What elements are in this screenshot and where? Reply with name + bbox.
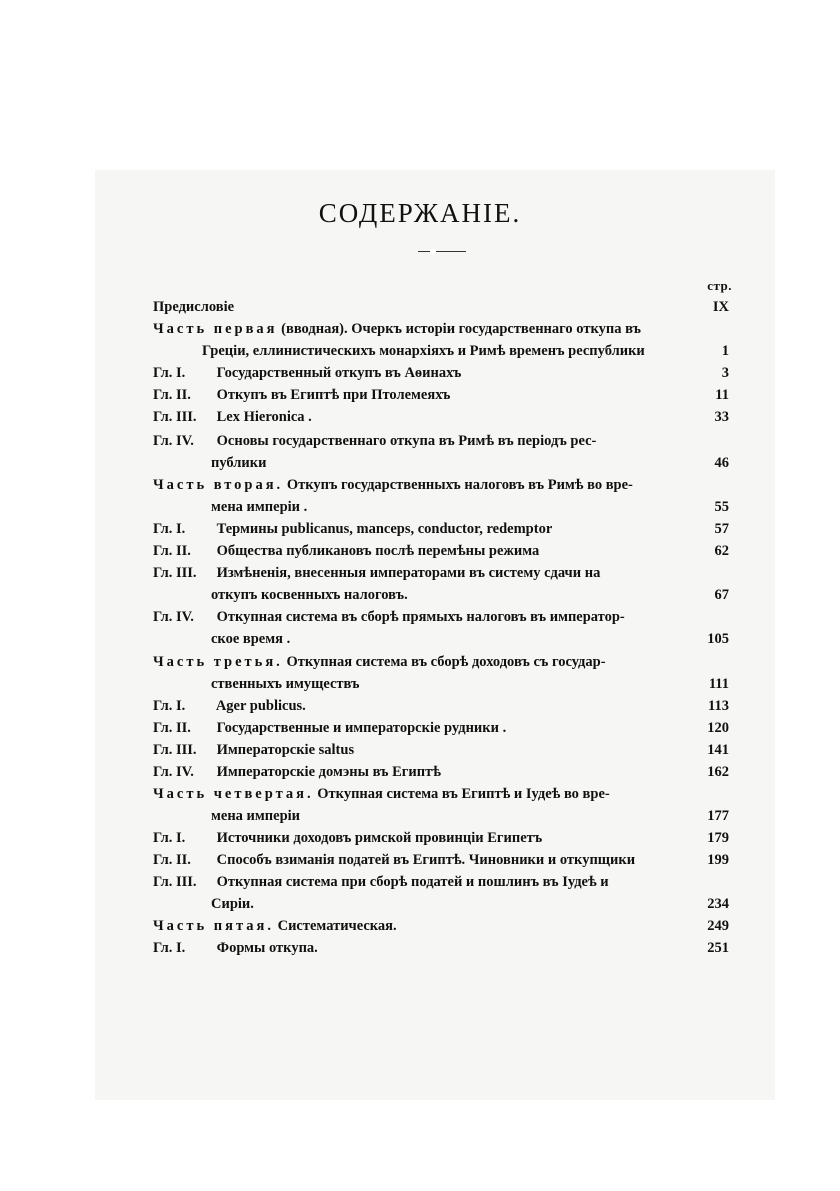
toc-chapter-label: Гл. IV. [153, 609, 194, 625]
toc-entry-title: Греціи, еллинистическихъ монархіяхъ и Римѣ временъ республики [202, 343, 645, 359]
toc-entry-text [211, 452, 267, 474]
page-column-header: стр. [707, 278, 732, 293]
toc-page-number: IX [712, 299, 729, 315]
toc-entry-text [153, 296, 234, 318]
toc-part-label: Часть пятая. [153, 918, 274, 934]
toc-entry-text [153, 651, 606, 673]
toc-entry-text [153, 717, 506, 739]
toc-entry [0, 915, 840, 937]
toc-entry-text [211, 673, 359, 695]
toc-entry-text [153, 739, 354, 761]
toc-part-label: Часть четвертая. [153, 786, 314, 802]
toc-entry-title: Систематическая. [277, 918, 397, 934]
toc-page-number: 105 [707, 631, 729, 647]
toc-entry-text [211, 628, 290, 650]
toc-entry-title: Императорскіе saltus [216, 742, 355, 758]
toc-entry-text [153, 518, 552, 540]
toc-entry [0, 871, 840, 893]
toc-entry [0, 518, 840, 540]
toc-page-number: 67 [714, 587, 729, 603]
toc-page-number: 120 [707, 720, 729, 736]
toc-entry-text [153, 540, 539, 562]
toc-entry-text [153, 562, 600, 584]
toc-entry-text [153, 827, 542, 849]
toc-entry-title: мена имперіи . [211, 499, 308, 515]
toc-entry [0, 651, 840, 673]
toc-chapter-label: Гл. I. [153, 698, 186, 714]
toc-entry-title: Измѣненія, внесенныя императорами въ систему сдачи на [216, 565, 601, 581]
toc-entry-text [202, 340, 645, 362]
toc-entry-title: Формы откупа. [216, 940, 318, 956]
toc-chapter-label: Гл. IV. [153, 764, 194, 780]
toc-entry [0, 628, 840, 650]
toc-page-number: 62 [714, 543, 729, 559]
toc-page-number: 33 [714, 409, 729, 425]
toc-entry-title: Государственный откупъ въ Аѳинахъ [216, 365, 462, 381]
toc-entry [0, 318, 840, 340]
toc-entry [0, 849, 840, 871]
toc-entry-title: Ager publicus. [215, 698, 306, 714]
toc-entry [0, 805, 840, 827]
toc-chapter-label: Гл. III. [153, 409, 197, 425]
toc-chapter-label: Гл. IV. [153, 433, 194, 449]
toc-entry-text [153, 695, 306, 717]
toc-entry [0, 606, 840, 628]
toc-entry [0, 584, 840, 606]
toc-entry-title: Откупъ государственныхъ налоговъ въ Римѣ во вре- [286, 477, 633, 493]
toc-entry-text [153, 384, 450, 406]
toc-entry-text [153, 783, 610, 805]
toc-chapter-label: Гл. II. [153, 543, 191, 559]
toc-entry [0, 827, 840, 849]
toc-entry-text [153, 937, 318, 959]
toc-page-number: 141 [707, 742, 729, 758]
toc-entry-text [211, 584, 408, 606]
toc-entry [0, 452, 840, 474]
toc-entry-title: откупъ косвенныхъ налоговъ. [211, 587, 408, 603]
toc-entry-text [153, 406, 312, 428]
toc-chapter-label: Гл. I. [153, 830, 186, 846]
toc-entry-title: публики [211, 455, 267, 471]
toc-entry-text [153, 606, 625, 628]
toc-page-number: 111 [708, 676, 729, 692]
toc-entry-title: Термины publicanus, manceps, conductor, redemptor [216, 521, 553, 537]
toc-chapter-label: Гл. III. [153, 874, 197, 890]
toc-entry-text [211, 805, 300, 827]
toc-entry [0, 384, 840, 406]
toc-chapter-label: Гл. I. [153, 365, 186, 381]
toc-entry-title: Сиріи. [211, 896, 254, 912]
toc-entry [0, 562, 840, 584]
toc-entry [0, 739, 840, 761]
toc-entry [0, 406, 840, 428]
toc-entry-text [153, 430, 596, 452]
toc-chapter-label: Гл. III. [153, 742, 197, 758]
toc-entry-title: (вводная). Очеркъ исторіи государственнаго откупа въ [281, 321, 641, 337]
toc-part-label: Часть первая [153, 321, 278, 337]
toc-entry-title: Откупная система въ сборѣ доходовъ съ государ- [286, 654, 606, 670]
toc-entry-text [153, 761, 441, 783]
toc-entry-text [153, 318, 641, 340]
toc-entry-title: ственныхъ имуществъ [211, 676, 360, 692]
toc-page-number: 249 [707, 918, 729, 934]
toc-page-number: 251 [707, 940, 729, 956]
toc-entry-title: Откупъ въ Египтѣ при Птолемеяхъ [216, 387, 451, 403]
toc-entry-title: Предисловіе [153, 299, 235, 315]
toc-page-number: 162 [707, 764, 729, 780]
toc-entry-text [153, 474, 633, 496]
toc-part-label: Часть третья. [153, 654, 283, 670]
toc-chapter-label: Гл. II. [153, 720, 191, 736]
toc-page-number: 179 [707, 830, 729, 846]
toc-entry-title: Основы государственнаго откупа въ Римѣ въ періодъ рес- [216, 433, 597, 449]
toc-entry [0, 783, 840, 805]
toc-page-number: 46 [714, 455, 729, 471]
toc-entry-text [211, 893, 254, 915]
toc-page-number: 55 [714, 499, 729, 515]
toc-entry-text [153, 362, 461, 384]
toc-entry [0, 362, 840, 384]
toc-entry-title: Источники доходовъ римской провинціи Египетъ [216, 830, 543, 846]
toc-chapter-label: Гл. II. [153, 387, 191, 403]
toc-entry [0, 673, 840, 695]
toc-entry [0, 296, 840, 318]
toc-page-number: 113 [708, 698, 729, 714]
toc-entry [0, 496, 840, 518]
toc-entry-title: Общества публикановъ послѣ перемѣны режима [216, 543, 540, 559]
toc-entry-text [153, 871, 609, 893]
toc-entry-title: ское время . [211, 631, 291, 647]
toc-entry-title: Lex Hieronica . [216, 409, 312, 425]
toc-entry-title: Императорскіе домэны въ Египтѣ [216, 764, 441, 780]
toc-page-number: 1 [721, 343, 729, 359]
toc-chapter-label: Гл. II. [153, 852, 191, 868]
toc-entry [0, 430, 840, 452]
toc-chapter-label: Гл. III. [153, 565, 197, 581]
toc-entry-text [211, 496, 307, 518]
toc-entry [0, 695, 840, 717]
toc-entry-title: Откупная система въ сборѣ прямыхъ налоговъ въ император- [216, 609, 625, 625]
toc-chapter-label: Гл. I. [153, 940, 186, 956]
toc-page-number: 3 [721, 365, 729, 381]
toc-entry-text [153, 849, 635, 871]
toc-entry-title: Государственные и императорскіе рудники . [216, 720, 507, 736]
toc-page-number: 199 [707, 852, 729, 868]
toc-entry [0, 893, 840, 915]
toc-entry [0, 540, 840, 562]
toc-entry [0, 340, 840, 362]
toc-entry-title: мена имперіи [211, 808, 301, 824]
toc-entry-title: Способъ взиманія податей въ Египтѣ. Чиновники и откупщики [216, 852, 636, 868]
toc-page-number: 57 [714, 521, 729, 537]
toc-chapter-label: Гл. I. [153, 521, 186, 537]
toc-page-number: 177 [707, 808, 729, 824]
toc-entry [0, 937, 840, 959]
toc-page-number: 11 [715, 387, 729, 403]
toc-page-number: 234 [707, 896, 729, 912]
toc-entry-text [153, 915, 397, 937]
toc-entry [0, 474, 840, 496]
toc-entry [0, 761, 840, 783]
toc-entry-title: Откупная система при сборѣ податей и пошлинъ въ Іудеѣ и [216, 874, 609, 890]
page-title: СОДЕРЖАНІЕ. [318, 198, 522, 228]
toc-part-label: Часть вторая. [153, 477, 284, 493]
toc-entry-title: Откупная система въ Египтѣ и Іудеѣ во вре- [317, 786, 610, 802]
toc-entry [0, 717, 840, 739]
